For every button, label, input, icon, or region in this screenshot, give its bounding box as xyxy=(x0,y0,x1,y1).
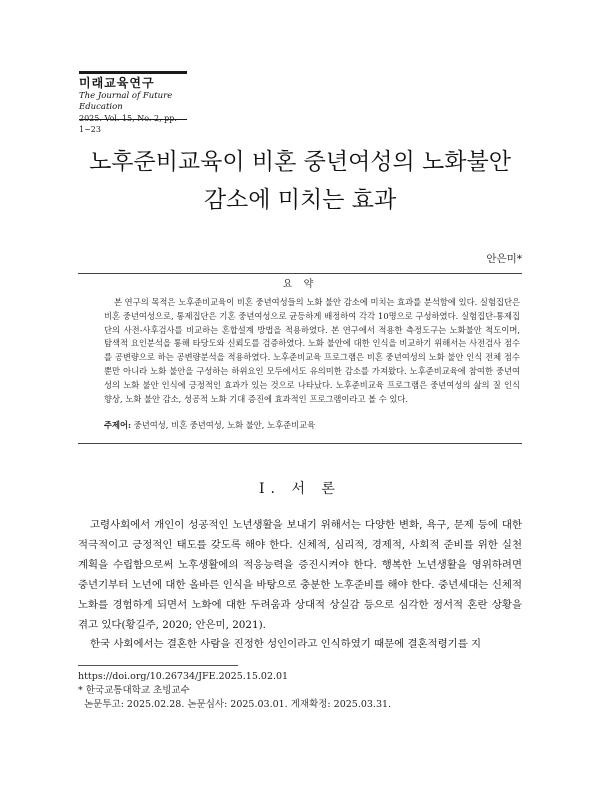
abstract-top-rule xyxy=(78,273,522,274)
body-paragraph-1: 고령사회에서 개인이 성공적인 노년생활을 보내기 위해서는 다양한 변화, 욕구, 문제 등에 대한 적극적이고 긍정적인 태도를 갖도록 해야 한다. 신체적, 심리적, 경제적, 사회적 준비를 위한 실천계획을 수립함으로써 노후생활에의 적응능력을 증진시켜야 한다. 행복한 노년생활을 영위하려면 중년기부터 노년에 대한 올바른 인식을 바탕으로 충분한 노후준비를 해야 한다. 중년세대는 신체적 노화를 경험하게 되면서 노화에 대한 두려움과 상대적 상실감 등으로 심각한 정서적 혼란 상황을 겪고 있다(황길주, 2020; 안은미, 2021). xyxy=(78,519,522,631)
publication-dates: 논문투고: 2025.02.28. 논문심사: 2025.03.01. 게재확정: 2025.03.31. xyxy=(84,699,392,710)
keywords-list: 중년여성, 비혼 중년여성, 노화 불안, 노후준비교육 xyxy=(133,420,316,430)
author-name: 안은미* xyxy=(486,253,522,265)
journal-masthead xyxy=(79,71,187,134)
paper-title-line1: 노후준비교육이 비혼 중년여성의 노화불안 xyxy=(89,149,511,175)
paper-title xyxy=(60,143,540,219)
abstract-bottom-rule xyxy=(78,443,522,444)
section-heading: Ⅰ. 서 론 xyxy=(259,481,341,497)
footnote-rule xyxy=(78,665,238,666)
body-paragraph-2: 한국 사회에서는 결혼한 사람을 진정한 성인이라고 인식하였기 때문에 결혼적령기를 지 xyxy=(90,638,482,651)
abstract-heading: 요 약 xyxy=(282,279,318,290)
paper-title-line2: 감소에 미치는 효과 xyxy=(203,187,397,213)
abstract-text: 본 연구의 목적은 노후준비교육이 비혼 중년여성들의 노화 불안 감소에 미치는 효과를 분석함에 있다. 실험집단은 비혼 중년여성으로, 통제집단은 기혼 중년여성으로 균등하게 배정하여 각각 10명으로 구성하였다. 실험집단-통제집단의 사전-사후검사를 비교하는 혼합설계 방법을 적용하였다. 본 연구에서 적용한 측정도구는 노화불안 척도이며, 탐색적 요인분석을 통해 타당도와 신뢰도를 검증하였다. 노화 불안에 대한 인식을 비교하기 위해서는 사전검사 점수를 공변량으로 하는 공변량분석을 적용하였다. 노후준비교육 프로그램은 비혼 중년여성의 노화 불안 인식 전체 점수뿐만 아니라 노화 불안을 구성하는 하위요인 모두에서도 유의미한 감소를 가져왔다. 노후준비교육에 참여한 중년여성의 노화 불안 인식에 긍정적인 효과가 있는 것으로 나타났다. 노후준비교육 프로그램은 중년여성의 삶의 질 인식 향상, 노화 불안 감소, 성공적 노화 기대 증진에 효과적인 프로그램이라고 볼 수 있다. xyxy=(104,297,520,404)
journal-name-english: The Journal of Future Education xyxy=(79,91,173,112)
author-affiliation: * 한국교통대학교 초빙교수 xyxy=(78,685,190,696)
journal-name-korean: 미래교육연구 xyxy=(79,76,155,90)
footnotes xyxy=(78,670,391,712)
journal-volume-info: 2025. Vol. 15, No. 2, pp. 1~23 xyxy=(79,114,177,134)
body-text xyxy=(78,516,522,655)
doi-link[interactable]: https://doi.org/10.26734/JFE.2025.15.02.01 xyxy=(78,671,289,682)
keywords xyxy=(104,419,520,431)
keywords-label: 주제어: xyxy=(104,420,132,430)
